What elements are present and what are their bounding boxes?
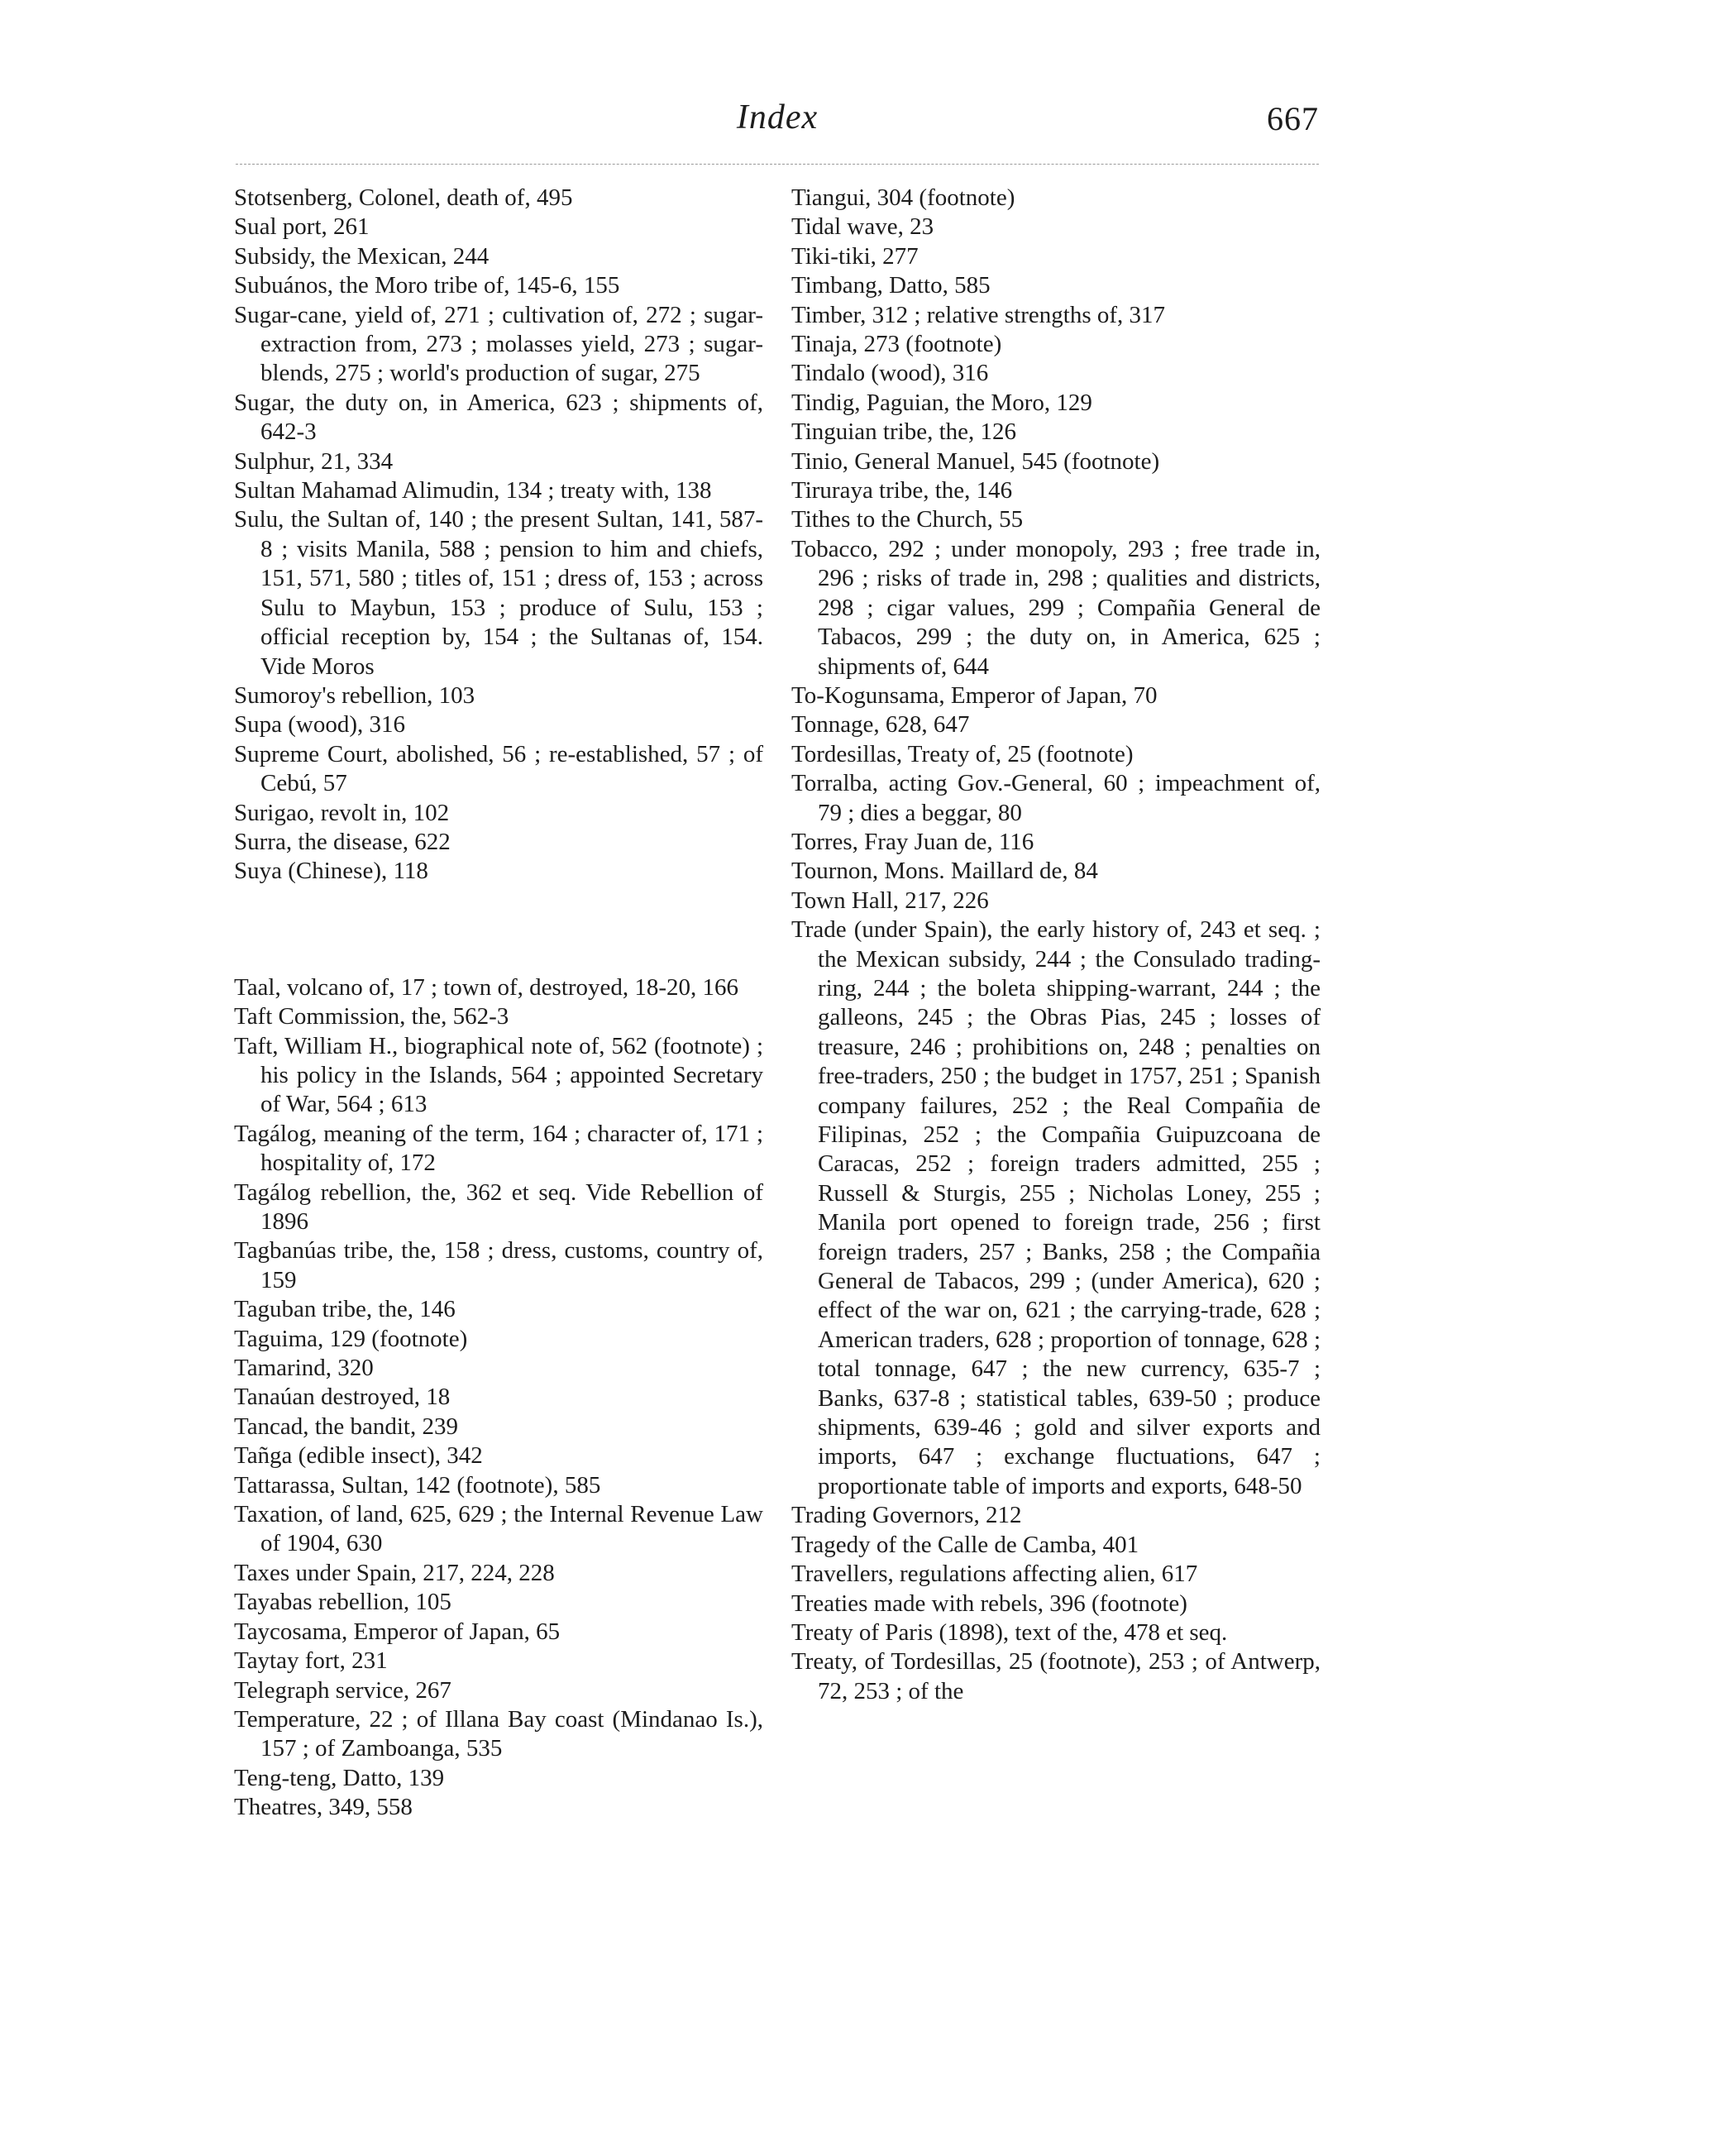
- index-entry: Taycosama, Emperor of Japan, 65: [234, 1618, 561, 1645]
- index-entry: Telegraph service, 267: [234, 1676, 451, 1704]
- index-entry: Tindalo (wood), 316: [791, 360, 989, 387]
- index-entry: Tordesillas, Treaty of, 25 (footnote): [791, 740, 1134, 767]
- index-entry: Sumoroy's rebellion, 103: [234, 681, 475, 709]
- index-entry: Tidal wave, 23: [791, 213, 934, 241]
- index-entry: Taguban tribe, the, 146: [234, 1296, 456, 1323]
- index-entry: Tagálog, meaning of the term, 164 ; character of, 171 ; hospitality of, 172: [234, 1120, 763, 1177]
- index-entry: Suya (Chinese), 118: [234, 858, 428, 885]
- index-entry: Sultan Mahamad Alimudin, 134 ; treaty with, 138: [234, 477, 712, 504]
- index-entry: Tinaja, 273 (footnote): [791, 331, 1002, 358]
- index-entry: Taft, William H., biographical note of, 562 (footnote) ; his policy in the Islands, 564 ; appointed Secretary of War, 564 ; 613: [234, 1032, 763, 1118]
- index-entry: Timber, 312 ; relative strengths of, 317: [791, 301, 1166, 328]
- index-entry: Travellers, regulations affecting alien, 617: [791, 1561, 1198, 1588]
- index-entry: Taft Commission, the, 562-3: [234, 1003, 509, 1030]
- index-entry: Trading Governors, 212: [791, 1502, 1022, 1529]
- index-entry: Tiruraya tribe, the, 146: [791, 477, 1013, 504]
- index-entry: Treaty of Paris (1898), text of the, 478 et seq.: [791, 1618, 1228, 1646]
- index-entry: Theatres, 349, 558: [234, 1794, 413, 1821]
- page-header: [236, 98, 1319, 147]
- index-entry: Tattarassa, Sultan, 142 (footnote), 585: [234, 1471, 601, 1499]
- index-entry: Tinguian tribe, the, 126: [791, 418, 1017, 446]
- index-entry: Tagbanúas tribe, the, 158 ; dress, customs, country of, 159: [234, 1237, 763, 1293]
- index-entry: Supa (wood), 316: [234, 711, 406, 739]
- section-gap: [234, 887, 763, 973]
- index-entry: Surra, the disease, 622: [234, 828, 451, 855]
- index-entry: Torralba, acting Gov.-General, 60 ; impeachment of, 79 ; dies a beggar, 80: [791, 770, 1321, 826]
- index-entry: Town Hall, 217, 226: [791, 887, 989, 914]
- index-column-left: [234, 184, 763, 1823]
- index-entry: Subsidy, the Mexican, 244: [234, 242, 490, 270]
- index-entry: Tancad, the bandit, 239: [234, 1413, 458, 1440]
- index-entry: Taxation, of land, 625, 629 ; the Internal Revenue Law of 1904, 630: [234, 1501, 763, 1557]
- index-entry: Tiangui, 304 (footnote): [791, 184, 1015, 211]
- index-entry: Taytay fort, 231: [234, 1647, 388, 1675]
- index-entry: Sugar, the duty on, in America, 623 ; shipments of, 642-3: [234, 389, 763, 446]
- index-entry: Torres, Fray Juan de, 116: [791, 828, 1034, 855]
- index-entry: Sual port, 261: [234, 213, 370, 241]
- index-entry: Taal, volcano of, 17 ; town of, destroyed, 18-20, 166: [234, 973, 739, 1001]
- index-entry: Tañga (edible insect), 342: [234, 1442, 483, 1470]
- index-entry: Sulphur, 21, 334: [234, 447, 394, 475]
- running-title: Index: [736, 98, 819, 136]
- index-entry: Subuános, the Moro tribe of, 145-6, 155: [234, 272, 620, 299]
- index-entry: Supreme Court, abolished, 56 ; re-established, 57 ; of Cebú, 57: [234, 740, 763, 797]
- index-entry: Tamarind, 320: [234, 1355, 374, 1382]
- index-entry: Tagálog rebellion, the, 362 et seq. Vide Rebellion of 1896: [234, 1178, 763, 1235]
- index-entry: Stotsenberg, Colonel, death of, 495: [234, 184, 573, 211]
- index-entry: Timbang, Datto, 585: [791, 272, 991, 299]
- index-entry: Tobacco, 292 ; under monopoly, 293 ; free trade in, 296 ; risks of trade in, 298 ; qualities and districts, 298 ; cigar values, 299 ; Compañia General de Tabacos, 299 ; the duty on, in America, 625 ; shipments of, 644: [791, 535, 1321, 680]
- index-entry: Treaty, of Tordesillas, 25 (footnote), 253 ; of Antwerp, 72, 253 ; of the: [791, 1648, 1321, 1704]
- index-entry: Tournon, Mons. Maillard de, 84: [791, 858, 1098, 885]
- index-entry: Temperature, 22 ; of Illana Bay coast (Mindanao Is.), 157 ; of Zamboanga, 535: [234, 1705, 763, 1762]
- index-column-right: [791, 184, 1321, 1706]
- index-entry: Taxes under Spain, 217, 224, 228: [234, 1559, 555, 1586]
- page-number: 667: [1267, 100, 1319, 137]
- index-entry: Tinio, General Manuel, 545 (footnote): [791, 447, 1160, 475]
- index-entry: Tindig, Paguian, the Moro, 129: [791, 389, 1092, 416]
- index-entry: Trade (under Spain), the early history of, 243 et seq. ; the Mexican subsidy, 244 ; the Consulado trading-ring, 244 ; the boleta shipping-warrant, 244 ; the galleons, 245 ; the Obras Pias, 245 ; losses of treasure, 246 ; prohibitions on, 248 ; penalties on free-traders, 250 ; the budget in 1757, 251 ; Spanish company failures, 252 ; the Real Compañia de Filipinas, 252 ; the Compañia Guipuzcoana de Caracas, 252 ; foreign traders admitted, 255 ; Russell & Sturgis, 255 ; Nicholas Loney, 255 ; Manila port opened to foreign trade, 256 ; first foreign traders, 257 ; Banks, 258 ; the Compañia General de Tabacos, 299 ; (under America), 620 ; effect of the war on, 621 ; the carrying-trade, 628 ; American traders, 628 ; proportion of tonnage, 628 ; total tonnage, 647 ; the new currency, 635-7 ; Banks, 637-8 ; statistical tables, 639-50 ; produce shipments, 639-46 ; gold and silver exports and imports, 647 ; exchange fluctuations, 647 ; proportionate table of imports and exports, 648-50: [791, 916, 1321, 1499]
- index-entry: Tanaúan destroyed, 18: [234, 1384, 451, 1411]
- index-entry: Tiki-tiki, 277: [791, 242, 919, 270]
- index-entry: Tithes to the Church, 55: [791, 506, 1024, 533]
- index-entry: Tragedy of the Calle de Camba, 401: [791, 1531, 1139, 1558]
- index-entry: Teng-teng, Datto, 139: [234, 1764, 445, 1791]
- index-entry: Surigao, revolt in, 102: [234, 799, 450, 826]
- header-rule: [236, 164, 1319, 165]
- index-entry: Tonnage, 628, 647: [791, 711, 970, 739]
- index-entry: To-Kogunsama, Emperor of Japan, 70: [791, 681, 1158, 709]
- index-entry: Sulu, the Sultan of, 140 ; the present Sultan, 141, 587-8 ; visits Manila, 588 ; pension to him and chiefs, 151, 571, 580 ; titles of, 151 ; dress of, 153 ; across Sulu to Maybun, 153 ; produce of Sulu, 153 ; official reception by, 154 ; the Sultanas of, 154. Vide Moros: [234, 506, 763, 680]
- index-entry: Treaties made with rebels, 396 (footnote): [791, 1590, 1187, 1617]
- index-entry: Tayabas rebellion, 105: [234, 1589, 451, 1616]
- index-entry: Taguima, 129 (footnote): [234, 1325, 468, 1352]
- index-entry: Sugar-cane, yield of, 271 ; cultivation of, 272 ; sugar-extraction from, 273 ; molasses yield, 273 ; sugar-blends, 275 ; world's production of sugar, 275: [234, 301, 763, 387]
